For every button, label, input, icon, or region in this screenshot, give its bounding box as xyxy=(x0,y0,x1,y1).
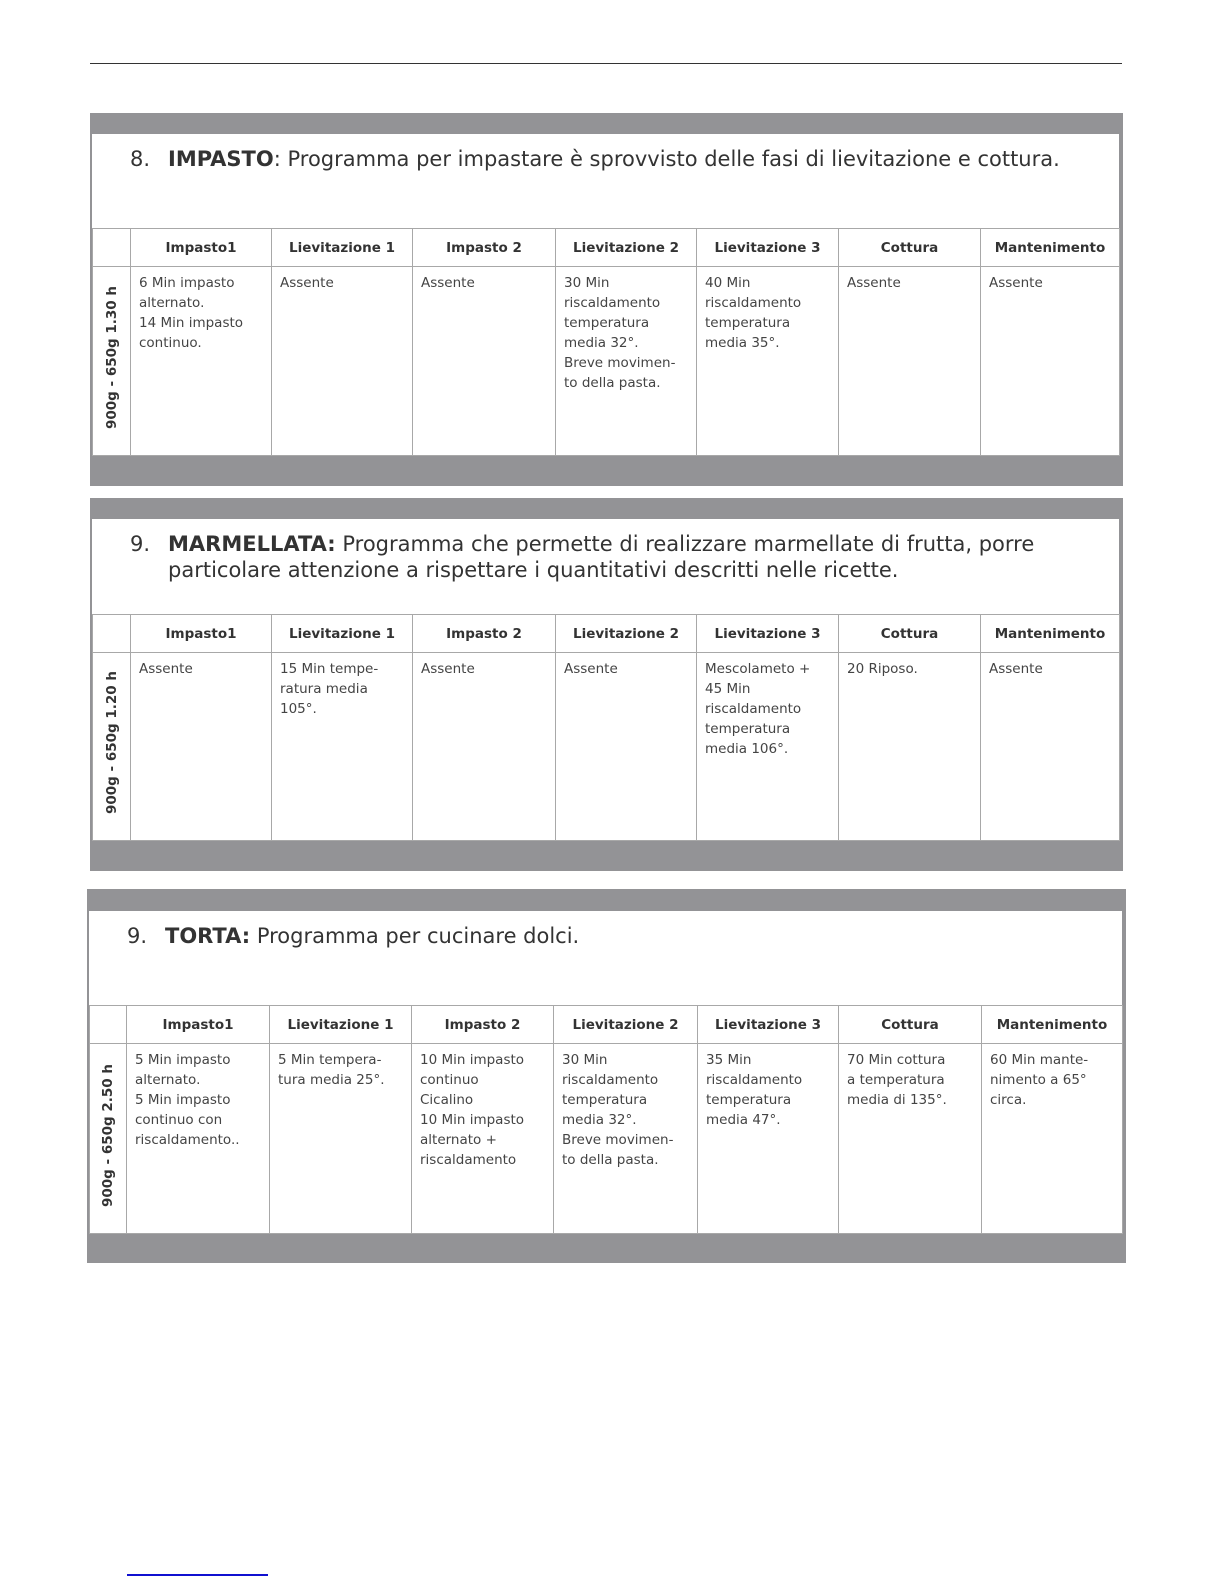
program-number: 9. xyxy=(130,532,151,556)
column-header: Lievitazione 1 xyxy=(272,615,413,653)
column-header: Impasto1 xyxy=(127,1006,270,1044)
table-row xyxy=(90,1044,1123,1234)
column-header: Lievitazione 2 xyxy=(556,229,697,267)
table-row xyxy=(93,653,1120,841)
program-number: 8. xyxy=(130,147,151,171)
column-header: Impasto 2 xyxy=(413,615,556,653)
phase-cell: Mescolameto + 45 Min riscaldamento temperatura media 106°. xyxy=(697,653,839,841)
column-header: Lievitazione 3 xyxy=(697,615,839,653)
header-rule xyxy=(90,63,1122,64)
program-content xyxy=(92,519,1119,840)
corner-cell xyxy=(93,615,131,653)
program-panel xyxy=(90,498,1123,871)
weight-time-label: 900g - 650g 1.20 h xyxy=(103,670,120,814)
column-header: Mantenimento xyxy=(981,615,1120,653)
phase-cell: 5 Min tempera- tura media 25°. xyxy=(270,1044,412,1234)
phase-cell: 10 Min impasto continuo Cicalino 10 Min impasto alternato + riscaldamento xyxy=(412,1044,554,1234)
program-description: Programma che permette di realizzare marmellate di frutta, porre particolare attenzione a rispettare i quantitativi descritti nelle ricette. xyxy=(168,532,1035,582)
program-title xyxy=(127,923,1092,949)
phase-cell: Assente xyxy=(981,653,1120,841)
column-header: Cottura xyxy=(839,1006,982,1044)
phase-cell: 20 Riposo. xyxy=(839,653,981,841)
column-header: Mantenimento xyxy=(981,229,1120,267)
phase-cell: Assente xyxy=(556,653,697,841)
column-header: Lievitazione 3 xyxy=(697,229,839,267)
table-header-row xyxy=(90,1006,1123,1044)
column-header: Lievitazione 1 xyxy=(270,1006,412,1044)
column-header: Lievitazione 2 xyxy=(554,1006,698,1044)
program-content xyxy=(89,911,1122,1233)
program-name: MARMELLATA: xyxy=(168,532,336,556)
table-header-row xyxy=(93,229,1120,267)
weight-time-cell xyxy=(93,653,131,841)
phase-cell: 30 Min riscaldamento temperatura media 32°. Breve movimen- to della pasta. xyxy=(554,1044,698,1234)
program-name: TORTA: xyxy=(165,924,251,948)
weight-time-cell xyxy=(90,1044,127,1234)
phase-cell: Assente xyxy=(839,267,981,456)
program-number: 9. xyxy=(127,924,148,948)
program-panel xyxy=(87,889,1126,1263)
column-header: Cottura xyxy=(839,229,981,267)
program-panel xyxy=(90,113,1123,486)
column-header: Impasto 2 xyxy=(413,229,556,267)
phase-cell: Assente xyxy=(413,653,556,841)
phase-cell: 35 Min riscaldamento temperatura media 47°. xyxy=(698,1044,839,1234)
program-phase-table xyxy=(92,228,1120,456)
table-row xyxy=(93,267,1120,456)
program-description: : Programma per impastare è sprovvisto delle fasi di lievitazione e cottura. xyxy=(273,147,1060,171)
weight-time-cell xyxy=(93,267,131,456)
phase-cell: 60 Min mante- nimento a 65° circa. xyxy=(982,1044,1123,1234)
column-header: Impasto 2 xyxy=(412,1006,554,1044)
table-header-row xyxy=(93,615,1120,653)
column-header: Lievitazione 1 xyxy=(272,229,413,267)
program-title xyxy=(130,531,1089,583)
weight-time-label: 900g - 650g 2.50 h xyxy=(100,1063,116,1207)
phase-cell: 6 Min impasto alternato. 14 Min impasto continuo. xyxy=(131,267,272,456)
phase-cell: 5 Min impasto alternato. 5 Min impasto continuo con riscaldamento.. xyxy=(127,1044,270,1234)
program-description: Programma per cucinare dolci. xyxy=(250,924,580,948)
program-phase-table xyxy=(89,1005,1123,1234)
weight-time-label: 900g - 650g 1.30 h xyxy=(103,285,120,429)
column-header: Impasto1 xyxy=(131,229,272,267)
program-name: IMPASTO xyxy=(168,147,274,171)
phase-cell: Assente xyxy=(272,267,413,456)
phase-cell: Assente xyxy=(981,267,1120,456)
column-header: Cottura xyxy=(839,615,981,653)
column-header: Mantenimento xyxy=(982,1006,1123,1044)
program-phase-table xyxy=(92,614,1120,841)
program-content xyxy=(92,134,1119,455)
column-header: Lievitazione 2 xyxy=(556,615,697,653)
phase-cell: 70 Min cottura a temperatura media di 135°. xyxy=(839,1044,982,1234)
column-header: Impasto1 xyxy=(131,615,272,653)
phase-cell: Assente xyxy=(413,267,556,456)
phase-cell: 30 Min riscaldamento temperatura media 32°. Breve movimen- to della pasta. xyxy=(556,267,697,456)
phase-cell: 40 Min riscaldamento temperatura media 35°. xyxy=(697,267,839,456)
corner-cell xyxy=(93,229,131,267)
program-title xyxy=(130,146,1089,172)
corner-cell xyxy=(90,1006,127,1044)
column-header: Lievitazione 3 xyxy=(698,1006,839,1044)
footer-link-underline[interactable] xyxy=(127,1574,268,1576)
phase-cell: 15 Min tempe- ratura media 105°. xyxy=(272,653,413,841)
phase-cell: Assente xyxy=(131,653,272,841)
